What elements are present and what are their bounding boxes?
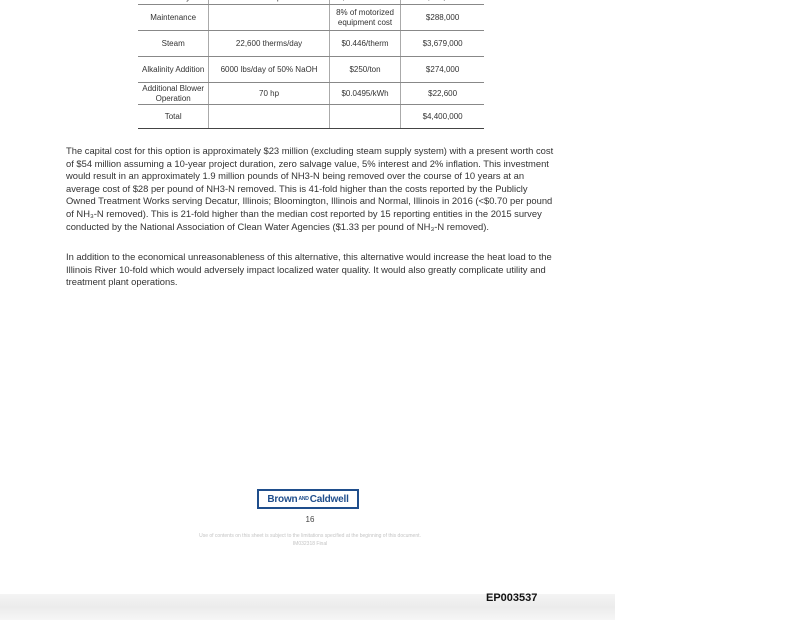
logo-text-left: Brown [267, 493, 298, 505]
footer-note-line-1: Use of contents on this sheet is subject to the limitations specified at the beginning of this document. [199, 533, 421, 539]
brown-and-caldwell-logo [257, 489, 359, 509]
table-cell-unit-cost: $0.446/therm [329, 31, 400, 57]
table-cell-annual-cost: $288,000 [401, 5, 484, 31]
table-cell-quantity: 22,600 therms/day [209, 31, 329, 57]
table-row [138, 83, 484, 105]
table-cell-quantity [209, 105, 329, 129]
table-row-total [138, 105, 484, 129]
table-cell-item: Alkalinity Addition [138, 57, 209, 83]
cost-table [138, 0, 484, 129]
table-cell-unit-cost: $0.0495/kWh [329, 83, 400, 105]
body-paragraph-capital-cost: The capital cost for this option is approximately $23 million (excluding steam supply system) with a present worth cost of $54 million assuming a 10-year project duration, zero salvage value, 5% interest and 2% inflation. This investment would result in an approximately 1.9 million pounds of NH3-N being removed over the course of 10 years at an average cost of $28 per pound of NH3-N removed. This is 41-fold higher than the costs reported by the Publicly Owned Treatment Works serving Decatur, Illinois; Bloomington, Illinois and Normal, Illinois in 2016 (<$0.70 per pound of NH₃-N removed). This is 21-fold higher than the median cost reported by 15 reporting entities in the 2015 survey conducted by the National Association of Clean Water Agencies ($1.33 per pound of NH₃-N removed). [66, 145, 554, 232]
table-cell-unit-cost [329, 105, 400, 129]
table-cell-quantity: 70 hp [209, 83, 329, 105]
table-row [138, 5, 484, 31]
table-cell-item: Maintenance [138, 5, 209, 31]
table-cell-item: Steam [138, 31, 209, 57]
footer-note-line-2: IM032318 Final [292, 541, 328, 547]
logo-text-right: Caldwell [309, 493, 349, 505]
page-number: 16 [305, 515, 315, 524]
table-cell-quantity [209, 5, 329, 31]
table-cell-annual-cost: $22,600 [401, 83, 484, 105]
table-cell-quantity: 6000 lbs/day of 50% NaOH [209, 57, 329, 83]
table-cell-item: Additional Blower Operation [138, 83, 209, 105]
footer-note [150, 532, 470, 548]
table-cell-item: Total [138, 105, 209, 129]
table-cell-unit-cost: 8% of motorized equipment cost [329, 5, 400, 31]
logo-text-and: AND [298, 496, 309, 502]
table-cell-annual-cost: $3,679,000 [401, 31, 484, 57]
table-row [138, 57, 484, 83]
bates-number: EP003537 [486, 592, 538, 604]
table-cell-unit-cost: $250/ton [329, 57, 400, 83]
table-row [138, 31, 484, 57]
table-cell-annual-cost: $4,400,000 [401, 105, 484, 129]
body-paragraph-heat-load: In addition to the economical unreasonableness of this alternative, this alternative would increase the heat load to the Illinois River 10-fold which would adversely impact localized water quality. It would also greatly complicate utility and treatment plant operations. [66, 251, 552, 288]
table-cell-annual-cost: $274,000 [401, 57, 484, 83]
